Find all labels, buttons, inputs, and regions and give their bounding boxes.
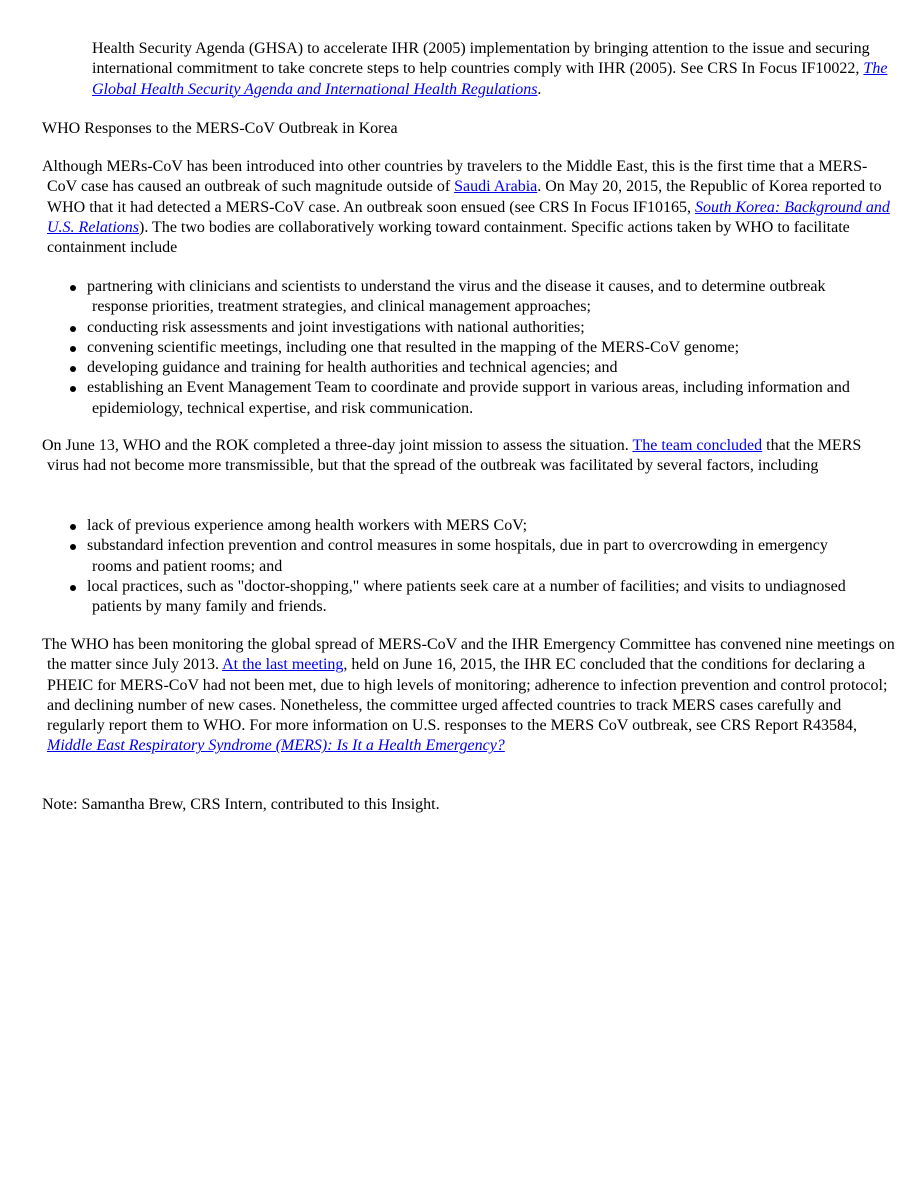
- list-item: substandard infection prevention and control measures in some hospitals, due in part to overcrowding in emergency rooms and patient rooms; and: [70, 536, 870, 577]
- para-outbreak: [42, 157, 895, 258]
- spread-factors-list: [70, 516, 870, 617]
- bullet-icon: [70, 524, 76, 530]
- para3-text-a: The WHO has been monitoring the global spread of MERS-CoV and the IHR Emergency Committee has convened nine meetings on the matter since July 2013.: [42, 636, 895, 674]
- list-item: convening scientific meetings, including one that resulted in the mapping of the MERS-CoV genome;: [70, 338, 870, 358]
- south-korea-link[interactable]: South Korea: Background and U.S. Relations: [47, 198, 890, 236]
- bullet-icon: [70, 366, 76, 372]
- list-item: conducting risk assessments and joint investigations with national authorities;: [70, 318, 870, 338]
- para1-text-c: ). The two bodies are collaboratively working toward containment. Specific actions taken by WHO to facilitate containment include: [47, 218, 850, 257]
- bullet-icon: [70, 346, 76, 352]
- list-item: lack of previous experience among health workers with MERS CoV;: [70, 516, 870, 536]
- bullet-icon: [70, 386, 76, 392]
- para2-text-a: On June 13, WHO and the ROK completed a three-day joint mission to assess the situation.: [42, 437, 633, 454]
- para-monitoring: [42, 635, 895, 757]
- bullet-icon: [70, 326, 76, 332]
- para-joint-mission: [42, 436, 895, 477]
- list-item: local practices, such as "doctor-shopping," where patients seek care at a number of facilities; and visits to undiagnosed patients by many family and friends.: [70, 577, 870, 618]
- bullet-icon: [70, 285, 76, 291]
- intern-note: Note: Samantha Brew, CRS Intern, contributed to this Insight.: [42, 796, 440, 813]
- bullet-icon: [70, 585, 76, 591]
- para3-text-b: , held on June 16, 2015, the IHR EC concluded that the conditions for declaring a PHEIC for MERS-CoV had not been met, due to high levels of monitoring; adherence to infection prevention and control protocol; and declining number of new cases. Nonetheless, the committee urged affected countries to track MERS cases carefully and regularly report them to WHO. For more information on U.S. responses to the MERS CoV outbreak, see CRS Report R43584,: [47, 656, 888, 735]
- bullet-icon: [70, 544, 76, 550]
- list-item: developing guidance and training for health authorities and technical agencies; and: [70, 358, 870, 378]
- para2-text-b: that the MERS virus had not become more transmissible, but that the spread of the outbreak was facilitated by several factors, including: [47, 437, 862, 475]
- list-item: partnering with clinicians and scientists to understand the virus and the disease it causes, and to determine outbreak response priorities, treatment strategies, and clinical management approaches;: [70, 277, 870, 318]
- para1-text-b: . On May 20, 2015, the Republic of Korea reported to WHO that it had detected a MERS-CoV case. An outbreak soon ensued (see CRS In Focus IF10165,: [47, 178, 882, 216]
- mers-report-link[interactable]: Middle East Respiratory Syndrome (MERS): Is It a Health Emergency?: [47, 737, 505, 755]
- ghsa-ihr-link[interactable]: The Global Health Security Agenda and International Health Regulations: [92, 60, 888, 98]
- para1-text-a: Although MERs-CoV has been introduced into other countries by travelers to the Middle East, this is the first time that a MERS-CoV case has caused an outbreak of such magnitude outside of: [42, 158, 868, 196]
- saudi-arabia-link[interactable]: Saudi Arabia: [454, 178, 538, 196]
- section-heading: WHO Responses to the MERS-CoV Outbreak in Korea: [42, 120, 398, 137]
- last-meeting-link[interactable]: At the last meeting: [222, 656, 344, 674]
- intro-text: Health Security Agenda (GHSA) to accelerate IHR (2005) implementation by bringing attention to the issue and securing international commitment to take concrete steps to help countries comply with IHR (2005). See CRS In Focus IF10022,: [92, 40, 870, 78]
- list-item: establishing an Event Management Team to coordinate and provide support in various areas, including information and epidemiology, technical expertise, and risk communication.: [70, 378, 870, 419]
- intro-paragraph: [92, 39, 892, 100]
- who-actions-list: [70, 277, 870, 419]
- team-concluded-link[interactable]: The team concluded: [632, 437, 763, 454]
- intro-after: .: [537, 80, 542, 98]
